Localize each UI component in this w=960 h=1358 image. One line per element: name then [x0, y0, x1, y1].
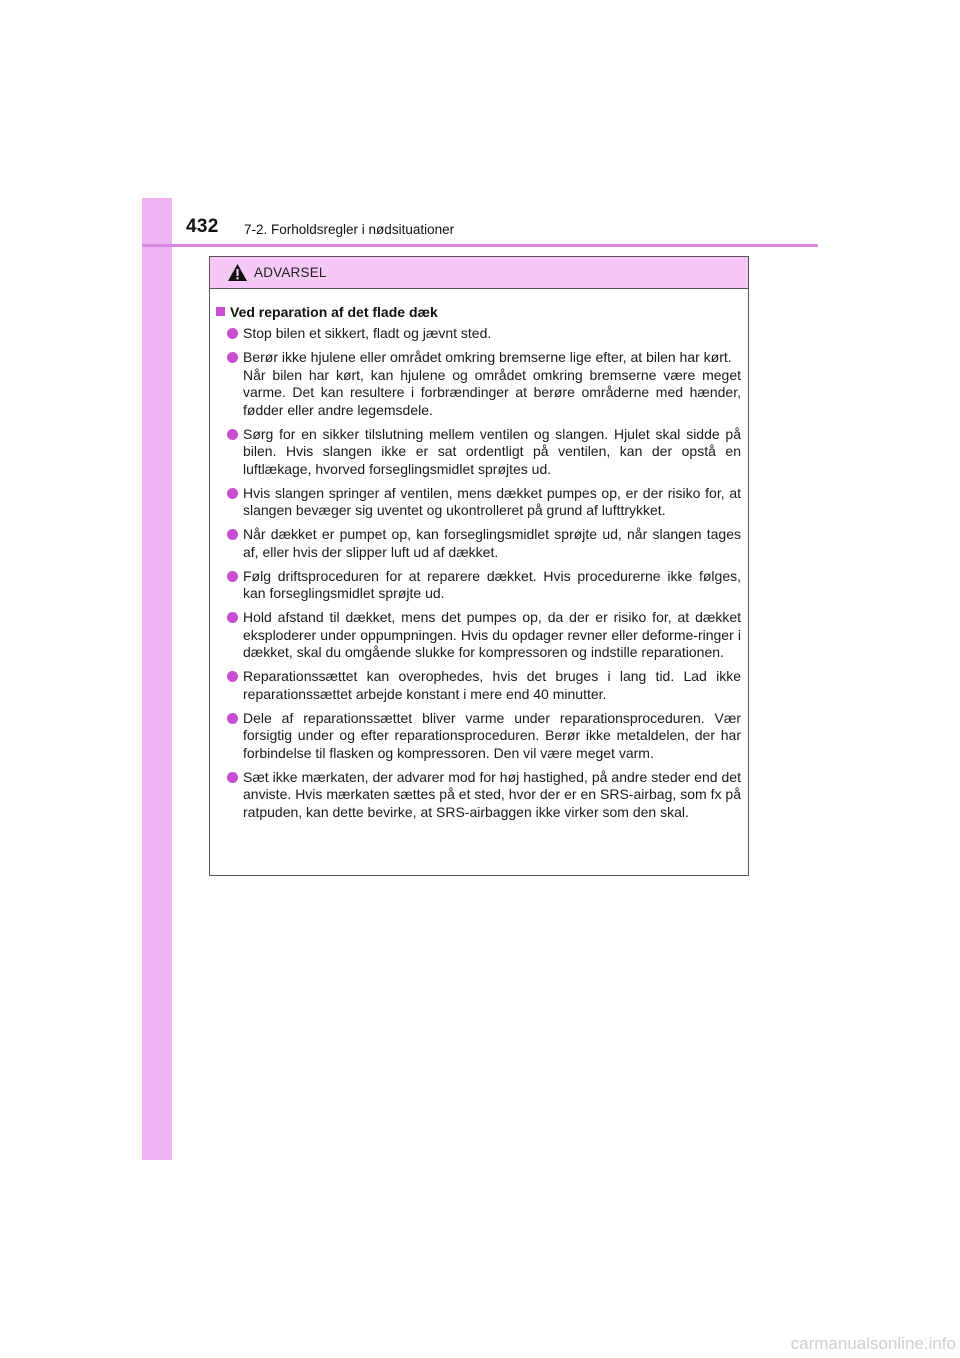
page-number: 432	[186, 216, 219, 237]
list-item-text: Reparationssættet kan overophedes, hvis det bruges i lang tid. Lad ikke reparationssættet arbejde konstant i mere end 40 minutter.	[243, 668, 741, 702]
warning-box	[209, 256, 749, 876]
list-item-text: Sørg for en sikker tilslutning mellem ventilen og slangen. Hjulet skal sidde på bilen. Hvis slangen ikke er sat ordentligt på ventilen, kan der opstå en luftlækage, hvorved forseglingsmidlet sprøjtes ud.	[243, 425, 741, 477]
warning-label: ADVARSEL	[254, 265, 327, 280]
section-title: 7-2. Forholdsregler i nødsituationer	[244, 222, 455, 237]
list-item-text: Når dækket er pumpet op, kan forseglingsmidlet sprøjte ud, når slangen tages af, eller hvis der slipper luft ud af dækket.	[243, 526, 741, 560]
list-item	[216, 668, 741, 703]
list-item-text: Hvis slangen springer af ventilen, mens dækket pumpes op, er der risiko for, at slangen bevæger sig uventet og ukontrolleret på grund af lufttrykket.	[243, 484, 741, 518]
warning-body	[210, 289, 748, 821]
bullet-dot-icon	[227, 772, 238, 783]
list-item-text: Dele af reparationssættet bliver varme under reparationsproceduren. Vær forsigtig under og efter reparationsproceduren. Berør ikke metaldelen, der har forbindelse til flasken og kompressoren. Den vil være meget varm.	[243, 709, 741, 761]
list-item-text: Berør ikke hjulene eller området omkring bremserne lige efter, at bilen har kørt. Når bilen har kørt, kan hjulene og området omkring bremserne være meget varme. Det kan resultere i forbrændinger at berøre områderne med hænder, fødder eller andre legemsdele.	[243, 349, 741, 418]
bullet-dot-icon	[227, 713, 238, 724]
list-item	[216, 769, 741, 822]
list-item	[216, 485, 741, 520]
list-item	[216, 325, 741, 343]
list-item	[216, 526, 741, 561]
warning-list	[216, 325, 741, 821]
list-item	[216, 609, 741, 662]
bullet-dot-icon	[227, 529, 238, 540]
bullet-dot-icon	[227, 612, 238, 623]
warning-heading	[216, 303, 741, 321]
warning-triangle-icon	[227, 263, 248, 282]
header-divider	[142, 244, 818, 247]
list-item-text: Følg driftsproceduren for at reparere dækket. Hvis procedurerne ikke følges, kan forseglingsmidlet sprøjte ud.	[243, 567, 741, 601]
list-item	[216, 568, 741, 603]
warning-heading-text: Ved reparation af det flade dæk	[230, 304, 438, 320]
list-item-text: Stop bilen et sikkert, fladt og jævnt sted.	[243, 325, 492, 341]
warning-header	[210, 257, 748, 289]
bullet-dot-icon	[227, 488, 238, 499]
bullet-dot-icon	[227, 429, 238, 440]
bullet-dot-icon	[227, 671, 238, 682]
bullet-dot-icon	[227, 328, 238, 339]
watermark: carmanualsonline.info	[790, 1334, 956, 1353]
square-bullet-icon	[216, 307, 225, 316]
bullet-dot-icon	[227, 352, 238, 363]
list-item	[216, 710, 741, 763]
list-item-text: Sæt ikke mærkaten, der advarer mod for høj hastighed, på andre steder end det anviste. Hvis mærkaten sættes på et sted, hvor der er en SRS-airbag, som fx på ratpuden, kan dette bevirke, at SRS-airbaggen ikke virker som den skal.	[243, 768, 741, 820]
side-color-band	[142, 198, 172, 1160]
bullet-dot-icon	[227, 571, 238, 582]
list-item	[216, 426, 741, 479]
list-item-text: Hold afstand til dækket, mens det pumpes op, da der er risiko for, at dækket eksploderer under oppumpningen. Hvis du opdager revner eller deforme-ringer i dækket, skal du omgående slukke for kompressoren og indstille reparationen.	[243, 609, 741, 660]
list-item	[216, 349, 741, 419]
